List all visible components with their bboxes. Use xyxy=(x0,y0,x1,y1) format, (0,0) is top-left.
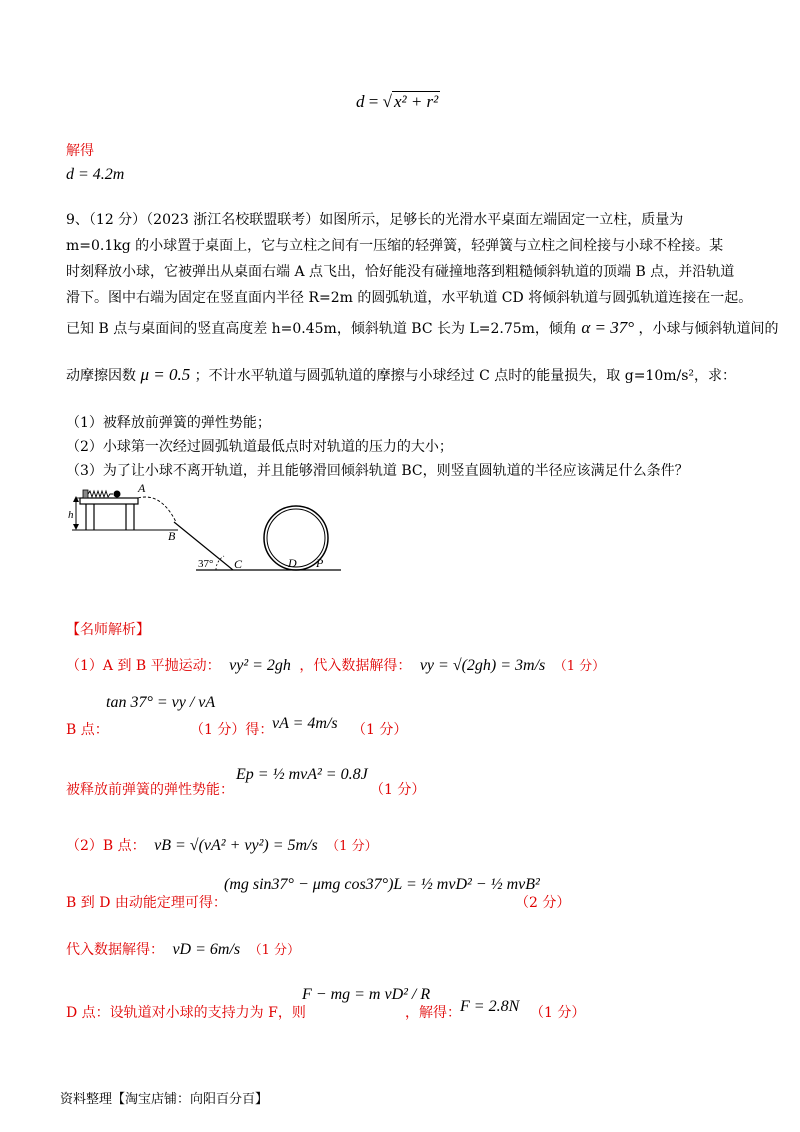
s7-score: （1 分） xyxy=(530,1005,586,1021)
s5-score: （2 分） xyxy=(515,895,571,911)
post xyxy=(83,490,88,498)
s3-eq: Ep = ½ mvA² = 0.8J xyxy=(236,766,368,783)
s4-label: （2）B 点： xyxy=(66,838,146,854)
problem-line-6-head: 动摩擦因数 xyxy=(66,368,136,384)
formula-radicand: x² + r² xyxy=(393,92,439,111)
solution-step-1 xyxy=(66,656,605,677)
question-2: （2）小球第一次经过圆弧轨道最低点时对轨道的压力的大小； xyxy=(66,439,453,455)
problem-line-3: 时刻释放小球，它被弹出从桌面右端 A 点飞出，恰好能没有碰撞地落到粗糙倾斜轨道的顶端 B 点，并沿轨道 xyxy=(66,264,735,280)
problem-line-4: 滑下。图中右端为固定在竖直面内半径 R=2m 的圆弧轨道，水平轨道 CD 将倾斜轨道与圆弧轨道连接在一起。 xyxy=(66,290,753,306)
s7-label: D 点：设轨道对小球的支持力为 F，则 xyxy=(66,1005,306,1021)
formula-lhs: d xyxy=(356,92,365,111)
s2-label: B 点： xyxy=(66,722,109,738)
mu-eq: μ = 0.5 xyxy=(140,365,191,384)
s1-label: （1）A 到 B 平抛运动： xyxy=(66,658,221,674)
s5-label: B 到 D 由动能定理可得： xyxy=(66,895,227,911)
problem-line-5 xyxy=(66,318,779,339)
s4-eq: vB = √(vA² + vy²) = 5m/s xyxy=(154,837,318,854)
s6-label: 代入数据解得： xyxy=(66,942,164,958)
problem-line-5-text: 已知 B 点与桌面间的竖直高度差 h=0.45m，倾斜轨道 BC 长为 L=2.75m，倾角 xyxy=(66,321,577,337)
label-A: A xyxy=(138,481,146,495)
s1-eq2: vy = √(2gh) = 3m/s xyxy=(419,657,546,674)
d-result: d = 4.2m xyxy=(66,166,125,183)
solution-step-6 xyxy=(66,940,300,961)
s7-mid: ，解得： xyxy=(405,1005,461,1021)
label-angle: 37° xyxy=(198,558,214,570)
s1-score: （1 分） xyxy=(553,659,606,674)
s6-eq: vD = 6m/s xyxy=(172,941,241,958)
s7-result: F = 2.8N xyxy=(460,998,520,1015)
s2-eq: tan 37° = vy / vA xyxy=(106,694,216,711)
s7-eq: F − mg = m vD² / R xyxy=(302,986,431,1003)
problem-line-1: 9、（12 分）（2023 浙江名校联盟联考）如图所示，足够长的光滑水平桌面左端固定一立柱，质量为 xyxy=(66,212,684,228)
label-B: B xyxy=(168,529,176,543)
spring xyxy=(88,491,113,497)
solution-step-4 xyxy=(66,836,378,857)
label-D: D xyxy=(288,556,297,570)
trajectory xyxy=(138,497,176,522)
s1-mid: ，代入数据解得： xyxy=(299,658,412,674)
s3-label: 被释放前弹簧的弹性势能： xyxy=(66,782,234,798)
label-P: P xyxy=(316,556,324,570)
problem-line-6-tail: ；不计水平轨道与圆弧轨道的摩擦与小球经过 C 点时的能量损失，取 g=10m/s²，求： xyxy=(194,368,737,384)
label-C: C xyxy=(234,557,243,571)
s1-eq1: vy² = 2gh xyxy=(229,657,291,674)
s3-score: （1 分） xyxy=(370,782,426,798)
label-h: h xyxy=(68,509,74,521)
solution-header: 【名师解析】 xyxy=(66,622,150,638)
question-3: （3）为了让小球不离开轨道，并且能够滑回倾斜轨道 BC，则竖直圆轨道的半径应该满足什么条件？ xyxy=(66,463,689,479)
formula-eq-sign: = xyxy=(368,92,379,111)
s2-score-1: （1 分）得： xyxy=(190,722,274,738)
table-top xyxy=(80,498,138,504)
problem-line-2: m=0.1kg 的小球置于桌面上，它与立柱之间有一压缩的轻弹簧，轻弹簧与立柱之间栓接与小球不栓接。某 xyxy=(66,238,724,254)
footer: 资料整理【淘宝店铺：向阳百分百】 xyxy=(60,1092,269,1107)
s6-score: （1 分） xyxy=(248,943,300,958)
alpha-eq: α = 37° xyxy=(581,318,635,337)
top-formula: d = √ x² + r² xyxy=(356,92,439,111)
question-1: （1）被释放前弹簧的弹性势能； xyxy=(66,415,271,431)
s5-eq: (mg sin37° − μmg cos37°)L = ½ mvD² − ½ mvB² xyxy=(224,876,540,893)
physics-diagram xyxy=(66,478,356,578)
s2-result: vA = 4m/s xyxy=(272,715,338,732)
problem-line-6 xyxy=(66,365,736,386)
problem-line-5-tail: ，小球与倾斜轨道间的 xyxy=(638,321,779,337)
s2-score-2: （1 分） xyxy=(352,722,408,738)
ball xyxy=(114,491,121,498)
jiede-label: 解得 xyxy=(66,143,94,159)
s4-score: （1 分） xyxy=(326,839,378,854)
